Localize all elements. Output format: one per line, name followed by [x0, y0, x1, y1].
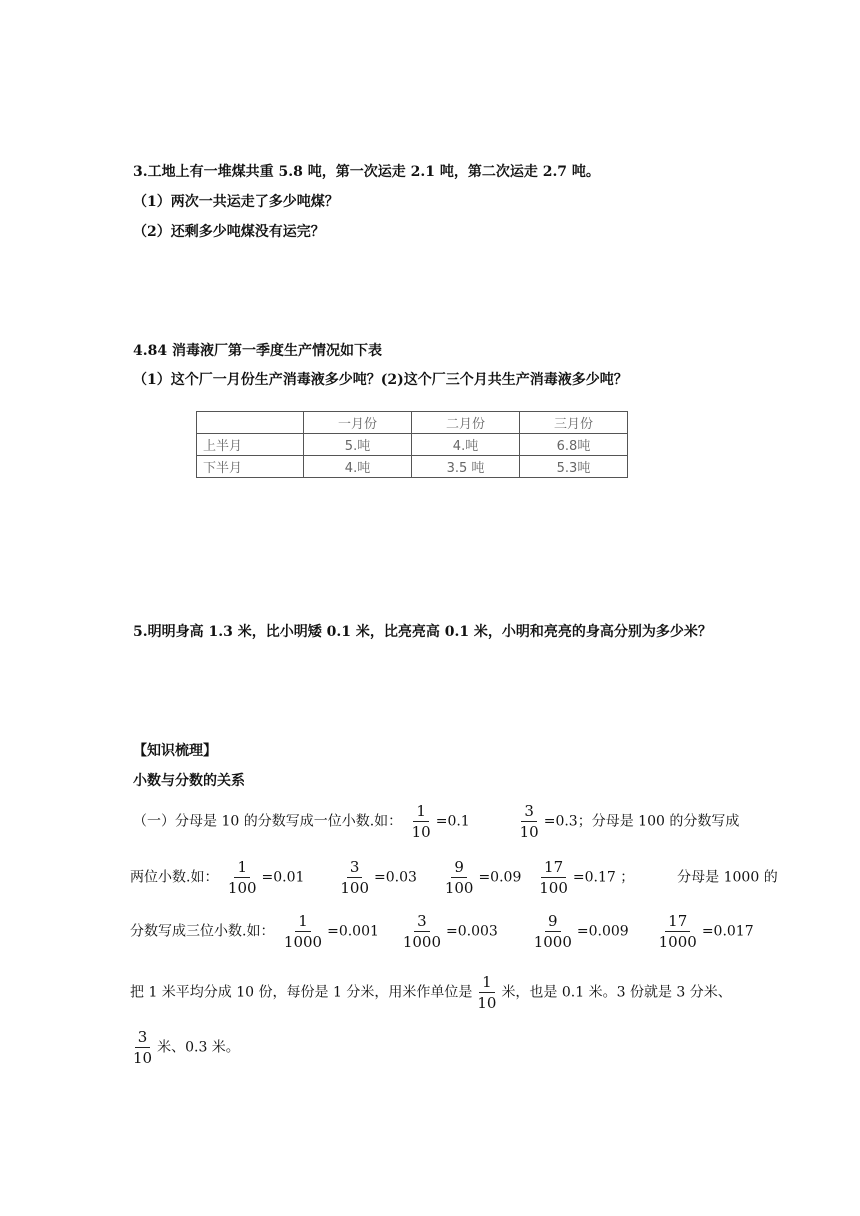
q5-title: 5.明明身高 1.3 米，比小明矮 0.1 米，比亮亮高 0.1 米，小明和亮亮的身高分别为多少米？: [133, 624, 712, 640]
fraction-numerator: 9: [451, 858, 467, 878]
table-row: [197, 456, 628, 478]
table-header-row: [197, 412, 628, 434]
production-table: [196, 411, 628, 478]
text-segment: =0.001: [327, 923, 379, 940]
fraction: [536, 858, 571, 897]
text-segment: 分数写成三位小数.如：: [130, 923, 275, 940]
table-cell: 6.8吨: [520, 434, 628, 456]
text-segment: 米、0.3 米。: [157, 1039, 240, 1056]
fraction: [400, 912, 444, 951]
text-segment: 分母是 1000 的: [677, 869, 778, 886]
fraction: [442, 858, 477, 897]
table-cell: 3.5 吨: [412, 456, 520, 478]
fraction: [517, 802, 542, 841]
fraction: [130, 1028, 155, 1067]
fraction-denominator: 1000: [658, 933, 697, 951]
text-segment: =0.03: [374, 869, 417, 886]
fraction-numerator: 3: [521, 802, 537, 822]
text-segment: =0.17 ；: [572, 869, 635, 886]
fraction: [281, 912, 325, 951]
fraction-numerator: 1: [234, 858, 250, 878]
fraction: [656, 912, 700, 951]
table-cell: 4.吨: [304, 456, 412, 478]
fraction-denominator: 100: [227, 879, 257, 897]
knowledge-line-2: [130, 858, 778, 897]
knowledge-line-3: [130, 912, 754, 951]
fraction-numerator: 17: [541, 858, 566, 878]
table-row: [197, 434, 628, 456]
fraction-numerator: 17: [665, 912, 690, 932]
fraction-denominator: 10: [519, 823, 539, 841]
text-segment: 米，也是 0.1 米。3 份就是 3 分米、: [501, 984, 732, 1001]
q4-title: 4.84 消毒液厂第一季度生产情况如下表: [133, 343, 382, 359]
fraction-denominator: 10: [477, 994, 497, 1012]
table-header-cell: 三月份: [520, 412, 628, 434]
table-header-cell: 一月份: [304, 412, 412, 434]
knowledge-subtitle: 小数与分数的关系: [133, 773, 245, 789]
fraction: [225, 858, 260, 897]
fraction-denominator: 100: [444, 879, 474, 897]
fraction-denominator: 1000: [283, 933, 323, 951]
fraction-numerator: 3: [135, 1028, 151, 1048]
fraction-numerator: 1: [295, 912, 311, 932]
text-segment: =0.3；分母是 100 的分数写成: [543, 813, 740, 830]
q3-sub1: （1）两次一共运走了多少吨煤？: [133, 194, 339, 210]
fraction-numerator: 1: [413, 802, 429, 822]
fraction-denominator: 1000: [402, 933, 441, 951]
table-header-cell: 二月份: [412, 412, 520, 434]
fraction: [409, 802, 434, 841]
table-corner-cell: [197, 412, 304, 434]
fraction-numerator: 3: [347, 858, 363, 878]
fraction-numerator: 3: [414, 912, 430, 932]
table-cell: 5.吨: [304, 434, 412, 456]
table-row-label: 下半月: [197, 456, 304, 478]
fraction-denominator: 10: [411, 823, 431, 841]
fraction-denominator: 100: [539, 879, 568, 897]
fraction: [337, 858, 372, 897]
text-segment: 把 1 米平均分成 10 份，每份是 1 分米，用米作单位是: [130, 984, 473, 1001]
text-segment: （一）分母是 10 的分数写成一位小数.如：: [133, 813, 403, 830]
text-segment: =0.009: [576, 923, 629, 940]
text-segment: =0.1: [435, 813, 470, 830]
knowledge-line-5: [128, 1028, 240, 1067]
fraction-numerator: 1: [479, 973, 495, 993]
text-segment: =0.017: [701, 923, 754, 940]
knowledge-heading: 【知识梳理】: [133, 743, 217, 759]
table-cell: 5.3吨: [520, 456, 628, 478]
q4-sub: （1）这个厂一月份生产消毒液多少吨？(2)这个厂三个月共生产消毒液多少吨？: [133, 372, 628, 388]
q3-sub2: （2）还剩多少吨煤没有运完？: [133, 224, 325, 240]
table-cell: 4.吨: [412, 434, 520, 456]
text-segment: =0.003: [446, 923, 498, 940]
fraction-denominator: 10: [133, 1049, 153, 1067]
q3-title: 3.工地上有一堆煤共重 5.8 吨，第一次运走 2.1 吨，第二次运走 2.7 吨。: [133, 164, 600, 180]
text-segment: =0.01: [261, 869, 305, 886]
fraction-denominator: 1000: [533, 933, 572, 951]
fraction: [531, 912, 575, 951]
fraction-numerator: 9: [545, 912, 561, 932]
knowledge-line-4: [130, 973, 732, 1012]
fraction: [474, 973, 499, 1012]
fraction-denominator: 100: [340, 879, 369, 897]
table-row-label: 上半月: [197, 434, 304, 456]
text-segment: =0.09: [478, 869, 522, 886]
text-segment: 两位小数.如：: [130, 869, 219, 886]
knowledge-line-1: [133, 802, 739, 841]
